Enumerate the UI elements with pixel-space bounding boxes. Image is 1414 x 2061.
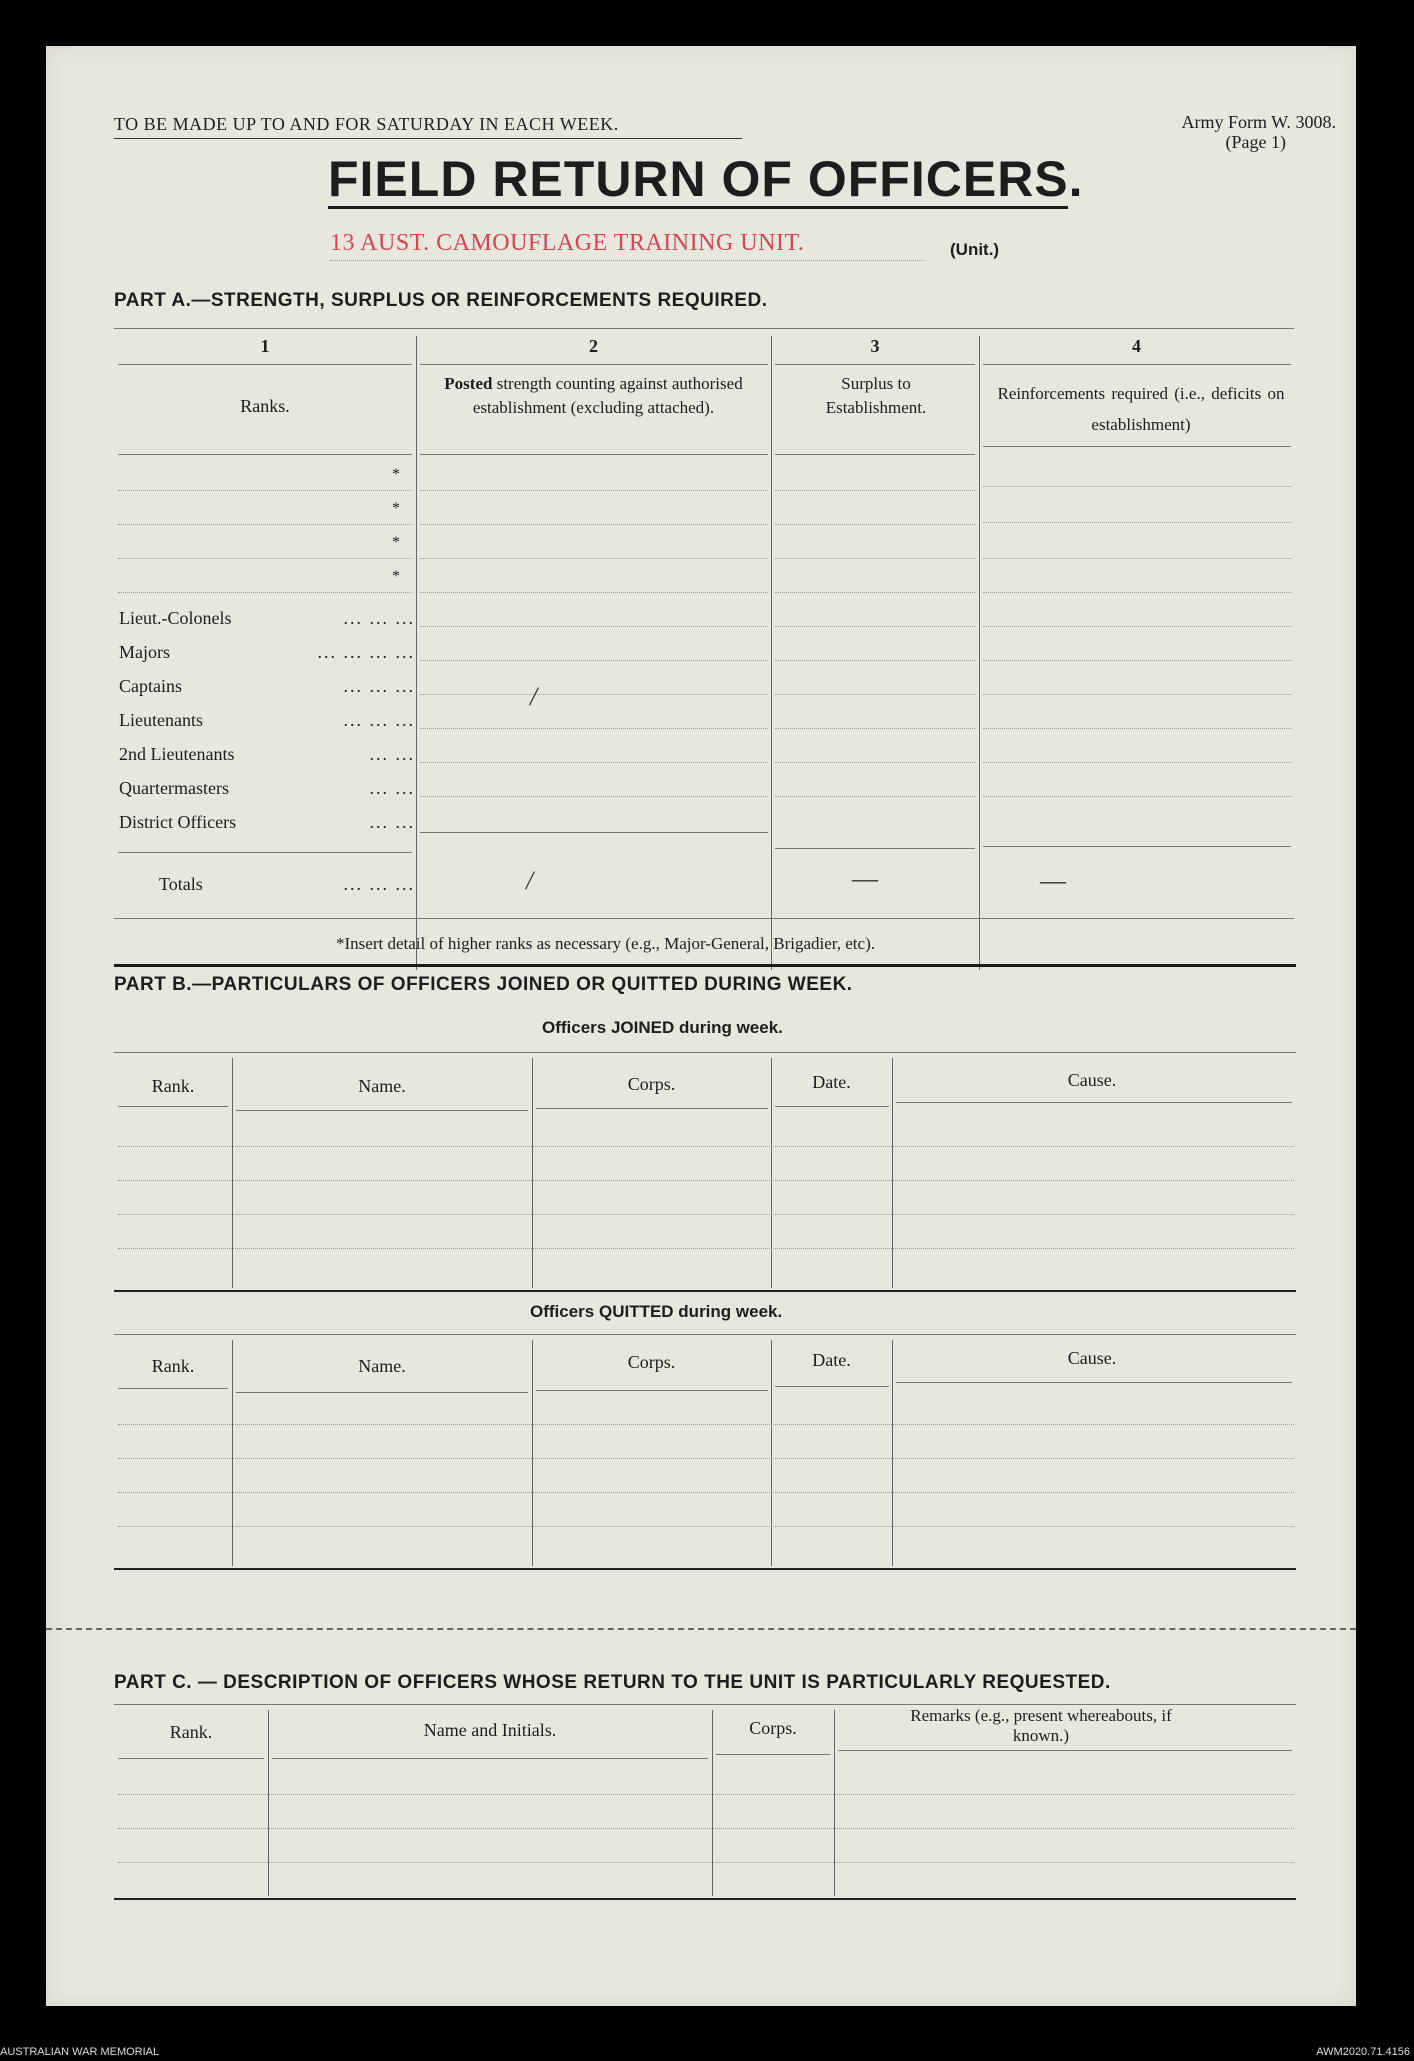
rank-row-quartermasters bbox=[119, 778, 415, 799]
row-line bbox=[983, 694, 1291, 695]
col2-header-rest: strength counting against authorised establishment (excluding attached). bbox=[472, 374, 743, 417]
quitted-header-rule bbox=[236, 1392, 528, 1393]
quitted-row-line bbox=[118, 1458, 1294, 1459]
form-sheet bbox=[46, 46, 1356, 2006]
part-c-row-line bbox=[118, 1828, 1294, 1829]
row-line bbox=[775, 848, 975, 849]
joined-header-rule bbox=[236, 1110, 528, 1111]
blank-rank-line bbox=[118, 524, 412, 525]
quitted-header-rule bbox=[775, 1386, 889, 1387]
part-c-bottom-rule bbox=[114, 1898, 1296, 1900]
joined-row-line bbox=[118, 1146, 1294, 1147]
unit-line bbox=[330, 260, 924, 261]
joined-header-rule bbox=[118, 1106, 228, 1107]
quitted-col-divider bbox=[532, 1340, 533, 1566]
part-b-heading: PART B.—PARTICULARS OF OFFICERS JOINED OR QUITTED DURING WEEK. bbox=[114, 974, 853, 995]
part-c-col-divider bbox=[834, 1710, 835, 1896]
quitted-row-line bbox=[118, 1424, 1294, 1425]
row-line bbox=[420, 762, 768, 763]
handwritten-totals-col4: — bbox=[1040, 866, 1066, 895]
quitted-top-rule bbox=[114, 1334, 1296, 1335]
joined-col-name: Name. bbox=[358, 1076, 406, 1096]
row-line bbox=[420, 660, 768, 661]
col1-header-rule bbox=[118, 454, 412, 455]
joined-title: Officers JOINED during week. bbox=[542, 1018, 783, 1037]
part-c-heading: PART C. — DESCRIPTION OF OFFICERS WHOSE RETURN TO THE UNIT IS PARTICULARLY REQUESTED. bbox=[114, 1672, 1111, 1693]
joined-col-date: Date. bbox=[812, 1072, 851, 1092]
rank-leader-dots: ... ... bbox=[369, 778, 415, 798]
row-line bbox=[775, 796, 975, 797]
col4-header: Reinforcements required (i.e., deficits on establishment) bbox=[997, 384, 1285, 434]
asterisk-1: * bbox=[392, 466, 400, 483]
row-line bbox=[775, 524, 975, 525]
joined-header-rule bbox=[775, 1106, 889, 1107]
title-underline bbox=[328, 206, 1068, 209]
joined-col-rank: Rank. bbox=[151, 1076, 195, 1096]
quitted-title: Officers QUITTED during week. bbox=[530, 1302, 783, 1321]
rank-row-captains bbox=[119, 676, 415, 697]
quitted-header-rule bbox=[536, 1390, 768, 1391]
form-number: Army Form W. 3008. bbox=[1181, 112, 1336, 132]
row-line bbox=[775, 592, 975, 593]
totals-row bbox=[119, 874, 415, 895]
row-line bbox=[775, 694, 975, 695]
col2-header-rule bbox=[420, 454, 768, 455]
perforation-line bbox=[46, 1628, 1356, 1630]
row-line bbox=[420, 694, 768, 695]
quitted-col-divider bbox=[892, 1340, 893, 1566]
part-a-subrule-1 bbox=[118, 364, 412, 365]
row-line bbox=[420, 796, 768, 797]
rank-leader-dots: ... ... ... bbox=[343, 608, 415, 628]
part-c-row-line bbox=[118, 1794, 1294, 1795]
row-line bbox=[420, 728, 768, 729]
rank-leader-dots: ... ... ... bbox=[343, 710, 415, 730]
part-a-subrule-3 bbox=[775, 364, 975, 365]
rank-leader-dots: ... ... bbox=[369, 812, 415, 832]
part-a-subrule-2 bbox=[420, 364, 768, 365]
instruction-text: TO BE MADE UP TO AND FOR SATURDAY IN EACH WEEK. bbox=[114, 114, 619, 134]
col-number-3: 3 bbox=[870, 336, 880, 356]
joined-row-line bbox=[118, 1180, 1294, 1181]
col3-header: Surplus to Establishment. bbox=[825, 374, 927, 417]
joined-row-line bbox=[118, 1214, 1294, 1215]
row-line bbox=[420, 832, 768, 833]
rank-label: District Officers bbox=[119, 812, 237, 832]
quitted-col-corps: Corps. bbox=[627, 1352, 676, 1372]
unit-stamp: 13 AUST. CAMOUFLAGE TRAINING UNIT. bbox=[330, 230, 805, 256]
joined-bottom-rule bbox=[114, 1290, 1296, 1292]
blank-rank-line bbox=[118, 592, 412, 593]
part-b-top-rule bbox=[114, 964, 1296, 967]
part-c-header-rule bbox=[838, 1750, 1292, 1751]
rank-leader-dots: ... ... ... ... bbox=[317, 642, 415, 662]
joined-row-line bbox=[118, 1248, 1294, 1249]
row-line bbox=[983, 522, 1291, 523]
col2-header-bold: Posted bbox=[444, 374, 493, 393]
quitted-col-date: Date. bbox=[812, 1350, 851, 1370]
row-line bbox=[983, 796, 1291, 797]
part-c-col-rank: Rank. bbox=[169, 1722, 213, 1742]
footer-credit: AUSTRALIAN WAR MEMORIAL bbox=[0, 2046, 160, 2058]
joined-header-rule bbox=[536, 1108, 768, 1109]
quitted-row-line bbox=[118, 1492, 1294, 1493]
row-line bbox=[775, 558, 975, 559]
part-c-top-rule bbox=[114, 1704, 1296, 1705]
rank-label: Majors bbox=[119, 642, 170, 662]
blank-rank-line bbox=[118, 490, 412, 491]
quitted-header-rule bbox=[118, 1388, 228, 1389]
quitted-col-divider bbox=[771, 1340, 772, 1566]
col3-header-rule bbox=[775, 454, 975, 455]
quitted-col-rank: Rank. bbox=[151, 1356, 195, 1376]
rank-row-2nd-lieutenants bbox=[119, 744, 415, 765]
col-number-4: 4 bbox=[1132, 336, 1141, 356]
part-b-bottom-rule bbox=[114, 1568, 1296, 1570]
rank-row-majors bbox=[119, 642, 415, 663]
row-line bbox=[983, 558, 1291, 559]
asterisk-4: * bbox=[392, 568, 400, 585]
row-line bbox=[420, 626, 768, 627]
rank-label: 2nd Lieutenants bbox=[119, 744, 235, 764]
asterisk-2: * bbox=[392, 500, 400, 517]
row-line bbox=[983, 486, 1291, 487]
row-line bbox=[983, 592, 1291, 593]
row-line bbox=[983, 846, 1291, 847]
row-line bbox=[775, 728, 975, 729]
unit-label: (Unit.) bbox=[950, 240, 1000, 259]
rank-row-lieut-colonels bbox=[119, 608, 415, 629]
row-line bbox=[983, 660, 1291, 661]
row-line bbox=[775, 490, 975, 491]
col1-header: Ranks. bbox=[240, 396, 290, 416]
totals-rule-col1 bbox=[118, 852, 412, 853]
handwritten-totals-col2: / bbox=[526, 866, 534, 895]
row-line bbox=[420, 490, 768, 491]
part-c-row-line bbox=[118, 1862, 1294, 1863]
handwritten-totals-col3: — bbox=[852, 864, 878, 893]
part-c-col-name: Name and Initials. bbox=[423, 1720, 557, 1740]
row-line bbox=[983, 762, 1291, 763]
part-c-col-remarks: Remarks (e.g., present whereabouts, if known.) bbox=[910, 1706, 1172, 1745]
part-c-header-rule bbox=[272, 1758, 708, 1759]
part-a-col-divider-2 bbox=[771, 336, 772, 970]
quitted-row-line bbox=[118, 1526, 1294, 1527]
rank-row-district-officers bbox=[119, 812, 415, 833]
part-a-col-divider-1 bbox=[416, 336, 417, 970]
quitted-header-rule bbox=[896, 1382, 1292, 1383]
row-line bbox=[775, 626, 975, 627]
instruction-underline bbox=[114, 138, 742, 139]
form-title: FIELD RETURN OF OFFICERS. bbox=[328, 151, 1084, 207]
part-c-header-rule bbox=[716, 1754, 830, 1755]
asterisk-3: * bbox=[392, 534, 400, 551]
joined-header-rule bbox=[896, 1102, 1292, 1103]
handwritten-mark-captains: / bbox=[530, 682, 538, 711]
joined-col-cause: Cause. bbox=[1067, 1070, 1117, 1090]
rank-label: Captains bbox=[119, 676, 182, 696]
joined-col-corps: Corps. bbox=[627, 1074, 676, 1094]
part-a-footnote: *Insert detail of higher ranks as necessary (e.g., Major-General, Brigadier, etc). bbox=[336, 934, 875, 953]
row-line bbox=[420, 524, 768, 525]
rank-label: Lieut.-Colonels bbox=[119, 608, 232, 628]
col4-header-rule bbox=[983, 446, 1291, 447]
part-c-col-corps: Corps. bbox=[749, 1718, 797, 1738]
part-a-heading: PART A.—STRENGTH, SURPLUS OR REINFORCEMENTS REQUIRED. bbox=[114, 290, 768, 311]
row-line bbox=[775, 660, 975, 661]
rank-leader-dots: ... ... bbox=[369, 744, 415, 764]
row-line bbox=[983, 626, 1291, 627]
totals-leader-dots: ... ... ... bbox=[343, 874, 415, 894]
part-a-col-divider-3 bbox=[979, 336, 980, 970]
row-line bbox=[420, 592, 768, 593]
totals-label: Totals bbox=[159, 874, 203, 894]
part-a-subrule-4 bbox=[983, 364, 1291, 365]
rank-leader-dots: ... ... ... bbox=[343, 676, 415, 696]
rank-row-lieutenants bbox=[119, 710, 415, 731]
footer-accession: AWM2020.71.4156 bbox=[1316, 2046, 1410, 2058]
blank-rank-line bbox=[118, 558, 412, 559]
col2-header bbox=[436, 372, 751, 420]
part-c-header-rule bbox=[118, 1758, 264, 1759]
rank-label: Lieutenants bbox=[119, 710, 203, 730]
rank-label: Quartermasters bbox=[119, 778, 229, 798]
joined-top-rule bbox=[114, 1052, 1296, 1053]
col-number-2: 2 bbox=[589, 336, 598, 356]
part-a-top-rule bbox=[114, 328, 1294, 329]
joined-col-divider bbox=[892, 1058, 893, 1288]
row-line bbox=[983, 728, 1291, 729]
quitted-col-name: Name. bbox=[358, 1356, 406, 1376]
page-number: (Page 1) bbox=[1225, 132, 1286, 152]
part-a-bottom-rule bbox=[114, 918, 1294, 919]
row-line bbox=[775, 762, 975, 763]
quitted-col-cause: Cause. bbox=[1067, 1348, 1117, 1368]
col-number-1: 1 bbox=[260, 336, 270, 356]
row-line bbox=[420, 558, 768, 559]
